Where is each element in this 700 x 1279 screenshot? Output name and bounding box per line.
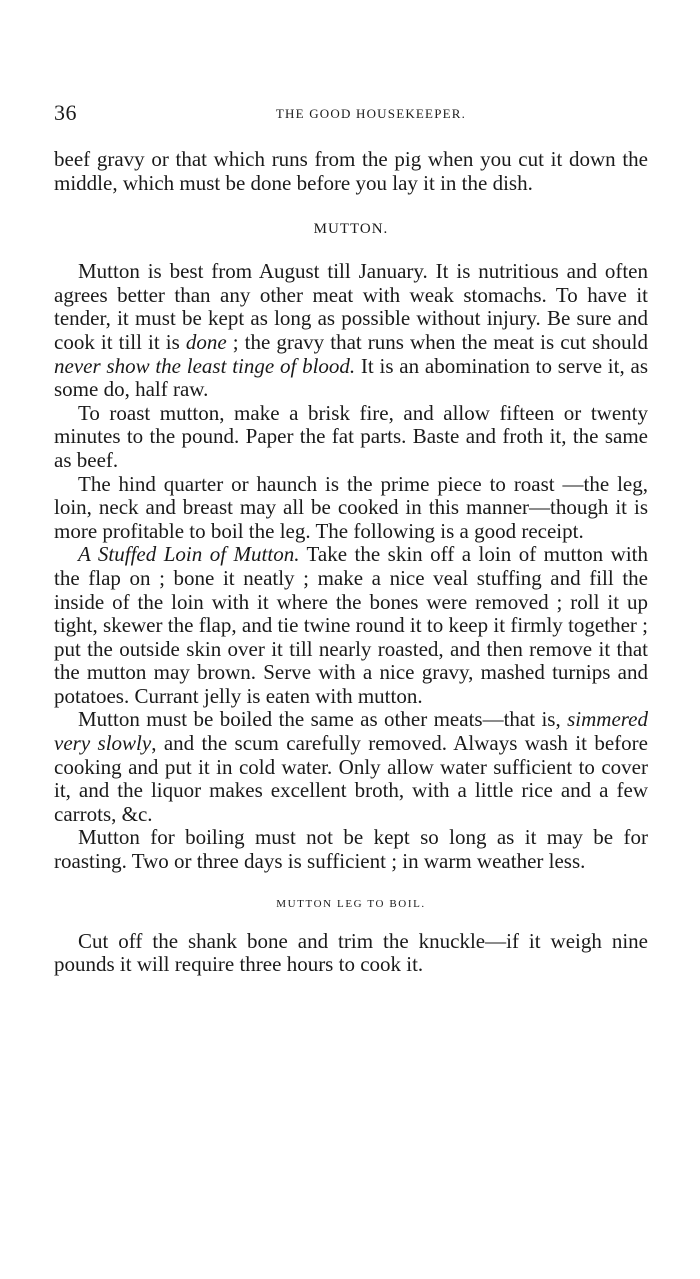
text-run: It is an abomination to serve it, as some do, half raw. [54,353,648,402]
book-page [54,100,648,977]
text-run: Mutton must be boiled the same as other meats—that is, [78,707,568,732]
mutton-paragraph-3: The hind quarter or haunch is the prime piece to roast —the leg, loin, neck and breast may all be cooked in this manner—though it is more profitable to boil the leg. The following is a good receipt. [54,471,648,543]
running-head [54,100,648,130]
text-run: Mutton is best from August till January. It is nutritious and often agrees better than any other meat with weak stomachs. To have it tender, it must be kept as long as possible without injury. Be sure and cook it till it is [54,259,648,354]
section-heading-mutton: MUTTON. [313,221,389,238]
mutton-paragraph-1 [54,260,648,402]
mutton-leg-paragraph-1: Cut off the shank bone and trim the knuckle—if it weigh nine pounds it will require three hours to cook it. [54,928,648,977]
continuation-paragraph: beef gravy or that which runs from the pig when you cut it down the middle, which must be done before you lay it in the dish. [54,147,648,195]
text-run: , and the scum carefully removed. Always wash it before cooking and put it in cold water. Only allow water sufficient to cover it, and the liquor makes excellent broth, with a little rice and a few carrots, &c. [54,731,648,826]
page-number: 36 [54,100,77,125]
italic-run: done [185,329,227,354]
section-heading-mutton-leg: MUTTON LEG TO BOIL. [276,897,426,910]
running-title: THE GOOD HOUSEKEEPER. [275,106,467,121]
recipe-title: A Stuffed Loin of Mutton. [78,542,300,567]
italic-run: never show the least tinge of blood. [54,353,356,378]
mutton-paragraph-4 [54,543,648,708]
mutton-paragraph-6: Mutton for boiling must not be kept so long as it may be for roasting. Two or three days is sufficient ; in warm weather less. [54,825,648,874]
text-run: Take the skin off a loin of mutton with the flap on ; bone it neatly ; make a nice veal stuffing and fill the inside of the loin with it where the bones were removed ; roll it up tight, skewer the flap, and tie twine round it to keep it firmly together ; put the outside skin over it till nearly roasted, and then remove it that the mutton may brown. Serve with a nice gravy, mashed turnips and potatoes. Currant jelly is eaten with mutton. [54,542,648,708]
italic-run: simmered very slowly [54,707,648,756]
mutton-paragraph-2: To roast mutton, make a brisk fire, and allow fifteen or twenty minutes to the pound. Paper the fat parts. Baste and froth it, the same as beef. [54,400,648,472]
text-run: ; the gravy that runs when the meat is cut should [226,329,648,354]
mutton-paragraph-5 [54,708,648,826]
